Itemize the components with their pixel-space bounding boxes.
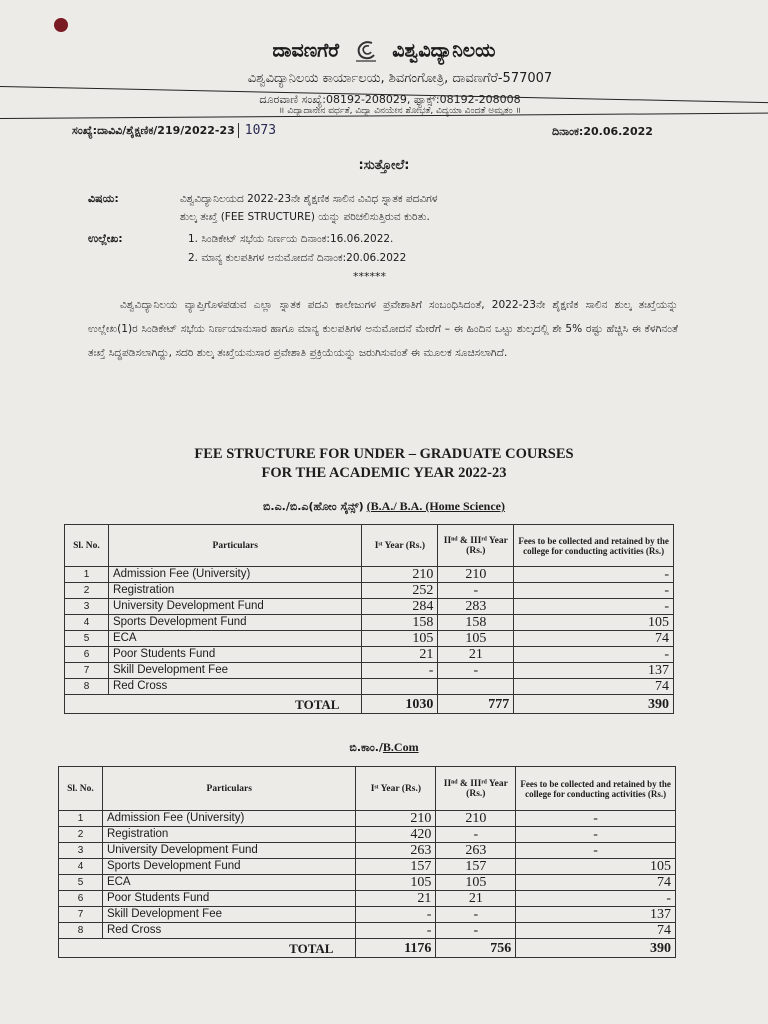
separator-stars: ******: [353, 270, 386, 283]
cell-particulars: ECA: [102, 875, 356, 891]
total-second-third-year: 777: [438, 695, 514, 714]
table-row: [59, 875, 676, 891]
table-row: [65, 615, 674, 631]
cell-particulars: Red Cross: [108, 679, 362, 695]
cell-sl-no: 4: [65, 615, 109, 631]
cell-first-year: [362, 679, 438, 695]
cell-first-year: 420: [356, 827, 436, 843]
cell-first-year: -: [356, 923, 436, 939]
total-first-year: 1176: [356, 939, 436, 958]
col-header-college-fees: Fees to be collected and retained by the college for conducting activities (Rs.): [514, 525, 674, 567]
cell-particulars: Admission Fee (University): [102, 811, 356, 827]
table-1-heading: [0, 499, 768, 514]
cell-second-third-year: -: [436, 923, 516, 939]
cell-particulars: Red Cross: [102, 923, 356, 939]
subject-line-2: ಶುಲ್ಕ ತಃಖ್ತೆ (FEE STRUCTURE) ಯನ್ನು ಪರಿಚಲಿಸುತ್ತಿರುವ ಕುರಿತು.: [180, 211, 430, 223]
reference-item-1: 1. ಸಿಂಡಿಕೇಟ್ ಸಭೆಯ ನಿರ್ಣಯ ದಿನಾಂಕ:16.06.2022.: [188, 233, 394, 245]
circular-title: :ಸುತ್ತೋಲೆ:: [358, 158, 410, 173]
cell-second-third-year: 105: [438, 631, 514, 647]
table-row: [59, 859, 676, 875]
cell-particulars: Poor Students Fund: [102, 891, 356, 907]
cell-college-fees: 137: [514, 663, 674, 679]
total-first-year: 1030: [362, 695, 438, 714]
table-row: [65, 583, 674, 599]
table-row: [59, 843, 676, 859]
table-row: [59, 891, 676, 907]
col-header-first-year: Iˢᵗ Year (Rs.): [356, 767, 436, 811]
col-header-particulars: Particulars: [108, 525, 362, 567]
cell-second-third-year: 263: [436, 843, 516, 859]
cell-first-year: 21: [356, 891, 436, 907]
cell-second-third-year: 21: [436, 891, 516, 907]
col-header-college-fees: Fees to be collected and retained by the college for conducting activities (Rs.): [516, 767, 676, 811]
table-total-row: [65, 695, 674, 714]
col-header-second-third-year: IIⁿᵈ & IIIʳᵈ Year (Rs.): [436, 767, 516, 811]
cell-first-year: 210: [362, 567, 438, 583]
total-label: TOTAL: [59, 939, 356, 958]
cell-particulars: Registration: [108, 583, 362, 599]
total-label: TOTAL: [65, 695, 362, 714]
cell-second-third-year: 21: [438, 647, 514, 663]
cell-sl-no: 5: [65, 631, 109, 647]
fee-title-line-2: FOR THE ACADEMIC YEAR 2022-23: [261, 465, 507, 481]
table-1-heading-kannada: ಬಿ.ಎ./ಬಿ.ಎ(ಹೋಂ ಸೈನ್ಸ್): [263, 500, 364, 513]
cell-first-year: 157: [356, 859, 436, 875]
cell-college-fees: 137: [516, 907, 676, 923]
cell-second-third-year: 210: [438, 567, 514, 583]
cell-second-third-year: 105: [436, 875, 516, 891]
cell-sl-no: 7: [59, 907, 103, 923]
table-1-heading-english: (B.A./ B.A. (Home Science): [366, 499, 505, 513]
cell-first-year: 210: [356, 811, 436, 827]
cell-sl-no: 8: [65, 679, 109, 695]
cell-sl-no: 6: [65, 647, 109, 663]
cell-college-fees: 74: [516, 875, 676, 891]
col-header-first-year: Iˢᵗ Year (Rs.): [362, 525, 438, 567]
cell-second-third-year: -: [438, 583, 514, 599]
punch-hole-mark: [54, 18, 68, 32]
subject-label: ವಿಷಯ:: [88, 192, 119, 205]
cell-second-third-year: 210: [436, 811, 516, 827]
cell-first-year: 105: [362, 631, 438, 647]
cell-particulars: Skill Development Fee: [102, 907, 356, 923]
cell-sl-no: 2: [59, 827, 103, 843]
reference-number: [72, 123, 276, 138]
cell-college-fees: -: [516, 811, 676, 827]
cell-second-third-year: 158: [438, 615, 514, 631]
cell-second-third-year: -: [436, 907, 516, 923]
cell-particulars: Sports Development Fund: [102, 859, 356, 875]
university-motto: ॥ ವಿದ್ಯಾದಾನೇನ ವರ್ಧತೆ, ವಿದ್ಯಾ ವಿನಯೇನ ಶೋಭತೆ, ವಿದ್ಯಯಾ ವಿಂದತೆ ಅಮೃತಂ ॥: [279, 106, 521, 116]
handwritten-number: 1073: [238, 123, 276, 138]
cell-college-fees: 74: [514, 631, 674, 647]
university-name: [0, 38, 768, 64]
university-contact: ದೂರವಾಣಿ ಸಂಖ್ಯೆ:08192-208029, ಫ್ಯಾಕ್ಸ್:08192-208008: [259, 93, 521, 106]
table-2-heading: [0, 740, 768, 755]
university-name-part2: ವಿಶ್ವವಿದ್ಯಾನಿಲಯ: [392, 39, 496, 62]
table-row: [59, 811, 676, 827]
table-2-heading-kannada: ಬಿ.ಕಾಂ./: [349, 741, 383, 754]
cell-first-year: 284: [362, 599, 438, 615]
col-header-sl-no: Sl. No.: [65, 525, 109, 567]
cell-first-year: -: [356, 907, 436, 923]
cell-college-fees: 74: [514, 679, 674, 695]
total-college-fees: 390: [516, 939, 676, 958]
total-second-third-year: 756: [436, 939, 516, 958]
cell-sl-no: 2: [65, 583, 109, 599]
university-name-part1: ದಾವಣಗೆರೆ: [272, 39, 340, 62]
cell-particulars: Skill Development Fee: [108, 663, 362, 679]
cell-second-third-year: -: [436, 827, 516, 843]
cell-particulars: Poor Students Fund: [108, 647, 362, 663]
cell-particulars: University Development Fund: [108, 599, 362, 615]
cell-college-fees: -: [514, 599, 674, 615]
table-row: [59, 923, 676, 939]
cell-sl-no: 3: [65, 599, 109, 615]
table-row: [65, 647, 674, 663]
total-college-fees: 390: [514, 695, 674, 714]
cell-college-fees: -: [514, 583, 674, 599]
cell-first-year: 21: [362, 647, 438, 663]
table-row: [65, 599, 674, 615]
cell-college-fees: -: [514, 567, 674, 583]
table-row: [65, 631, 674, 647]
cell-sl-no: 1: [65, 567, 109, 583]
cell-first-year: 105: [356, 875, 436, 891]
fee-title-line-1: FEE STRUCTURE FOR UNDER – GRADUATE COURSES: [194, 446, 574, 462]
cell-second-third-year: -: [438, 663, 514, 679]
subject-line-1: ವಿಶ್ವವಿದ್ಯಾನಿಲಯದ 2022-23ನೇ ಶೈಕ್ಷಣಿಕ ಸಾಲಿನ ವಿವಿಧ ಸ್ನಾತಕ ಪದವಿಗಳ: [180, 193, 438, 205]
university-emblem-icon: [352, 38, 380, 64]
table-row: [65, 567, 674, 583]
cell-first-year: 263: [356, 843, 436, 859]
col-header-sl-no: Sl. No.: [59, 767, 103, 811]
cell-college-fees: 74: [516, 923, 676, 939]
cell-particulars: Sports Development Fund: [108, 615, 362, 631]
cell-particulars: ECA: [108, 631, 362, 647]
cell-particulars: Registration: [102, 827, 356, 843]
reference-number-text: ಸಂಖ್ಯೆ:ದಾವಿವಿ/ಶೈಕ್ಷಣಿಕ/219/2022-23: [72, 124, 235, 137]
cell-sl-no: 6: [59, 891, 103, 907]
cell-second-third-year: 283: [438, 599, 514, 615]
cell-sl-no: 1: [59, 811, 103, 827]
table-total-row: [59, 939, 676, 958]
col-header-particulars: Particulars: [102, 767, 356, 811]
table-row: [59, 827, 676, 843]
cell-sl-no: 3: [59, 843, 103, 859]
table-row: [65, 679, 674, 695]
table-row: [65, 663, 674, 679]
cell-sl-no: 5: [59, 875, 103, 891]
cell-college-fees: -: [516, 843, 676, 859]
cell-second-third-year: [438, 679, 514, 695]
table-row: [59, 907, 676, 923]
reference-item-2: 2. ಮಾನ್ಯ ಕುಲಪತಿಗಳ ಅನುಮೋದನೆ ದಿನಾಂಕ:20.06.2022: [188, 252, 407, 264]
body-paragraph: ವಿಶ್ವವಿದ್ಯಾನಿಲಯ ವ್ಯಾಪ್ತಿಗೊಳಪಡುವ ಎಲ್ಲಾ ಸ್ನಾತಕ ಪದವಿ ಕಾಲೇಜುಗಳ ಪ್ರವೇಶಾತಿಗೆ ಸಂಬಂಧಿಸಿದಂತೆ, 2022-23ನೇ ಶೈಕ್ಷಣಿಕ ಸಾಲಿನ ಶುಲ್ಕ ತಃಖ್ತೆಯನ್ನು ಉಲ್ಲೇಖ(1)ರ ಸಿಂಡಿಕೇಟ್ ಸಭೆಯ ನಿರ್ಣಯಾನುಸಾರ ಹಾಗೂ ಮಾನ್ಯ ಕುಲಪತಿಗಳ ಅನುಮೋದನೆ ಮೇರೆಗೆ – ಈ ಹಿಂದಿನ ಒಟ್ಟು ಶುಲ್ಕದಲ್ಲಿ ಶೇ 5% ರಷ್ಟು ಹೆಚ್ಚಿಸಿ ಈ ಕೆಳಗಿನಂತೆ ತಃಖ್ತೆ ಸಿದ್ಧಪಡಿಸಲಾಗಿದ್ದು, ಸದರಿ ಶುಲ್ಕ ತಃಖ್ತೆಯನುಸಾರ ಪ್ರವೇಶಾತಿ ಪ್ರಕ್ರಿಯೆಯನ್ನು ಜರುಗಿಸುವಂತೆ ಈ ಮೂಲಕ ಸೂಚಿಸಲಾಗಿದೆ.: [88, 299, 678, 360]
cell-first-year: 158: [362, 615, 438, 631]
cell-sl-no: 8: [59, 923, 103, 939]
cell-particulars: Admission Fee (University): [108, 567, 362, 583]
fee-table-ba: [64, 524, 674, 714]
cell-particulars: University Development Fund: [102, 843, 356, 859]
cell-sl-no: 7: [65, 663, 109, 679]
cell-college-fees: 105: [516, 859, 676, 875]
cell-first-year: 252: [362, 583, 438, 599]
cell-college-fees: 105: [514, 615, 674, 631]
cell-college-fees: -: [516, 891, 676, 907]
cell-first-year: -: [362, 663, 438, 679]
cell-sl-no: 4: [59, 859, 103, 875]
reference-label: ಉಲ್ಲೇಖ:: [88, 232, 123, 245]
cell-second-third-year: 157: [436, 859, 516, 875]
col-header-second-third-year: IIⁿᵈ & IIIʳᵈ Year (Rs.): [438, 525, 514, 567]
table-2-heading-english: B.Com: [382, 740, 419, 754]
cell-college-fees: -: [514, 647, 674, 663]
fee-table-bcom: [58, 766, 676, 958]
university-address: ವಿಶ್ವವಿದ್ಯಾನಿಲಯ ಕಾರ್ಯಾಲಯ, ಶಿವಗಂಗೋತ್ರಿ, ದಾವಣಗೆರೆ-577007: [247, 71, 553, 86]
circular-date: ದಿನಾಂಕ:20.06.2022: [552, 125, 653, 138]
cell-college-fees: -: [516, 827, 676, 843]
